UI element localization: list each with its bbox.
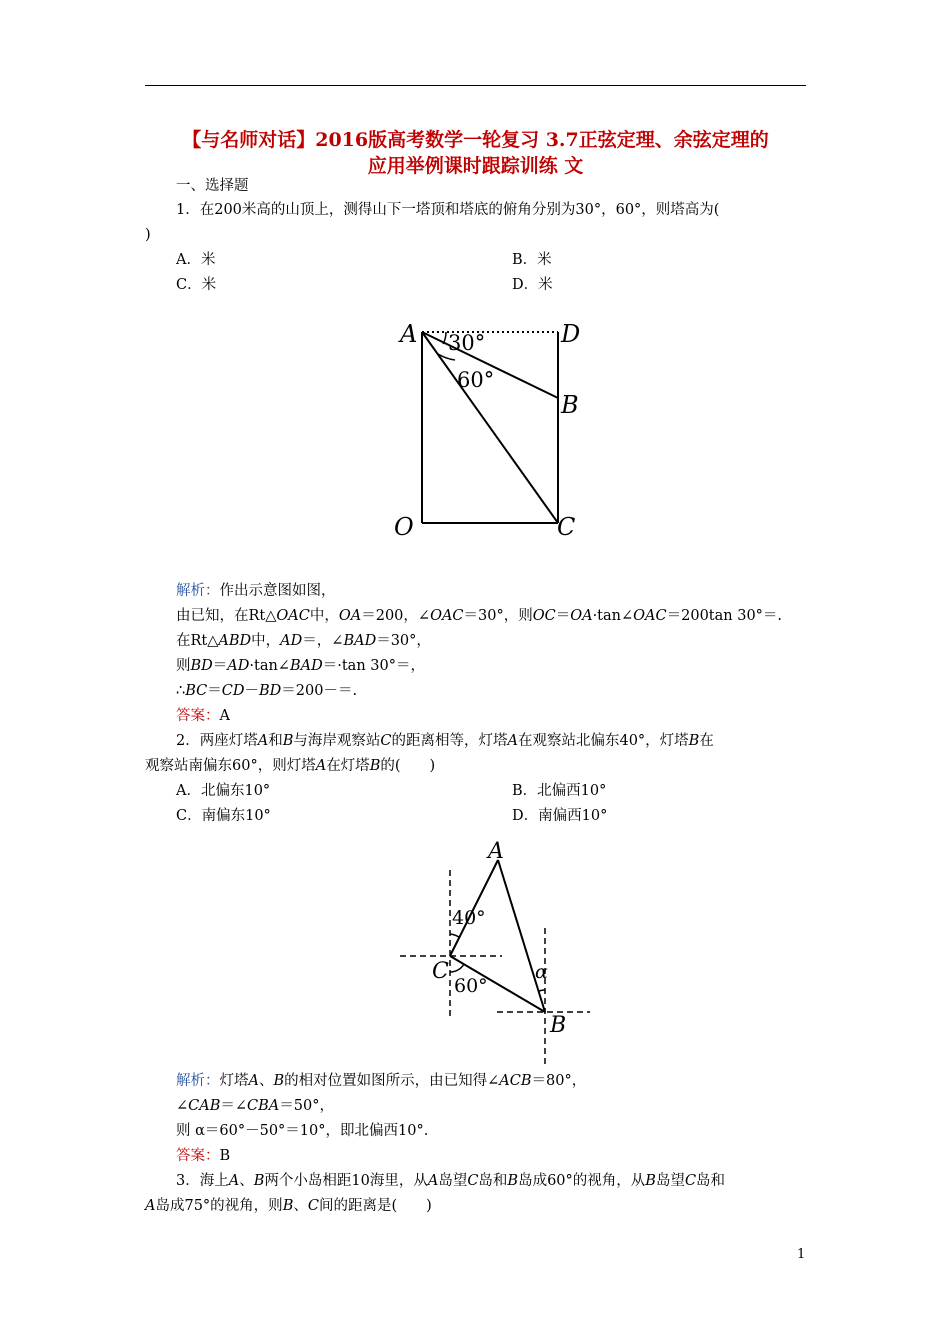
q2-label-a: A	[488, 839, 504, 864]
q2-arc-60	[450, 964, 464, 972]
q1-figure	[380, 310, 610, 550]
q1-label-a: A	[400, 320, 418, 348]
q2-answer: 答案：B	[176, 1148, 231, 1164]
q1-angle-60: 60°	[457, 368, 495, 392]
q2-label-c: C	[432, 959, 449, 984]
q1-option-d: D．米	[512, 277, 553, 293]
q2-analysis-line3: 则 α＝60°－50°＝10°，即北偏西10°.	[176, 1123, 429, 1139]
section-heading: 一、选择题	[176, 178, 249, 194]
q1-option-c: C．米	[176, 277, 217, 293]
q2-analysis-label: 解析：	[176, 1073, 220, 1089]
q2-label-b: B	[550, 1013, 567, 1038]
q2-angle-40: 40°	[452, 907, 486, 929]
q2-option-c: C．南偏东10°	[176, 808, 271, 824]
q3-stem-line2: A岛成75°的视角，则B、C间的距离是( )	[145, 1198, 432, 1214]
q1-analysis-line3: 在Rt△ABD中，AD＝，∠BAD＝30°，	[176, 633, 431, 649]
q2-analysis-line1: 解析：灯塔A、B的相对位置如图所示，由已知得∠ACB＝80°，	[176, 1073, 587, 1089]
doc-title-line2: 应用举例课时跟踪训练 文	[367, 155, 584, 177]
q2-stem-line1: 2．两座灯塔A和B与海岸观察站C的距离相等，灯塔A在观察站北偏东40°，灯塔B在	[176, 733, 714, 749]
header-rule	[145, 85, 806, 86]
q1-label-o: O	[394, 513, 414, 541]
q1-stem-line1: 1．在200米高的山顶上，测得山下一塔顶和塔底的俯角分别为30°，60°，则塔高为(	[176, 202, 720, 218]
q1-answer-label: 答案：	[176, 708, 220, 724]
q2-option-b: B．北偏西10°	[512, 783, 607, 799]
q1-label-c: C	[557, 513, 576, 541]
q1-arc-30	[443, 332, 446, 344]
q1-label-b: B	[561, 391, 579, 419]
q2-arc-alpha	[539, 990, 545, 991]
q2-stem-line2: 观察站南偏东60°，则灯塔A在灯塔B的( )	[145, 758, 436, 774]
q1-stem-line2: )	[145, 227, 151, 243]
q1-analysis-line1: 解析：作出示意图如图，	[176, 583, 336, 599]
page-number: 1	[797, 1247, 806, 1262]
q3-stem-line1: 3．海上A、B两个小岛相距10海里，从A岛望C岛和B岛成60°的视角，从B岛望C岛和	[176, 1173, 726, 1189]
q2-figure	[390, 838, 610, 1068]
q2-option-d: D．南偏西10°	[512, 808, 608, 824]
q1-label-d: D	[561, 320, 581, 348]
q1-option-a: A．米	[176, 252, 216, 268]
doc-title-line1: 【与名师对话】2016版高考数学一轮复习 3.7正弦定理、余弦定理的	[182, 129, 769, 151]
q1-answer: 答案：A	[176, 708, 230, 724]
q1-analysis-line4: 则BD＝AD·tan∠BAD＝·tan 30°＝，	[176, 658, 425, 674]
q2-analysis-line2: ∠CAB＝∠CBA＝50°，	[176, 1098, 334, 1114]
q2-option-a: A．北偏东10°	[176, 783, 271, 799]
q2-arc-40	[450, 934, 459, 937]
q1-option-b: B．米	[512, 252, 552, 268]
q1-analysis-label: 解析：	[176, 583, 220, 599]
q1-analysis-line5: ∴BC＝CD－BD＝200－＝.	[176, 683, 358, 699]
q1-analysis-line2: 由已知，在Rt△OAC中，OA＝200，∠OAC＝30°，则OC＝OA·tan∠OAC＝200tan 30°＝.	[176, 608, 783, 624]
q2-answer-label: 答案：	[176, 1148, 220, 1164]
q1-line-ac	[422, 332, 558, 523]
q2-angle-alpha: α	[535, 961, 548, 983]
q2-angle-60: 60°	[454, 975, 488, 997]
q1-angle-30: 30°	[448, 331, 486, 355]
